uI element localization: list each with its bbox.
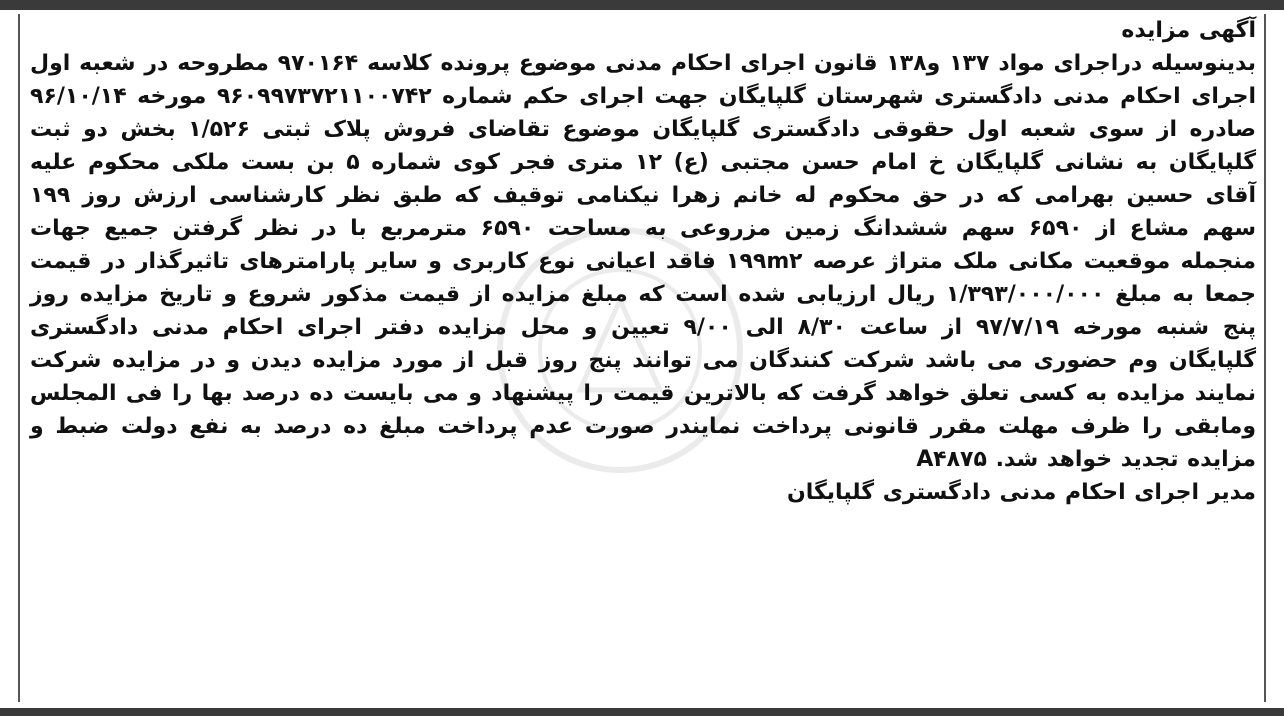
bottom-border-bar	[0, 708, 1284, 716]
notice-title: آگهی مزایده	[1121, 18, 1256, 43]
auction-notice	[30, 14, 1256, 509]
notice-body-text: بدینوسیله دراجرای مواد ۱۳۷ و۱۳۸ قانون اجرای احکام مدنی موضوع پرونده کلاسه ۹۷۰۱۶۴ مطروحه در شعبه اول اجرای احکام مدنی دادگستری شهرستان گلپایگان جهت اجرای حکم شماره ۹۶۰۹۹۷۳۷۲۱۱۰۰۷۴۲ مورخه ۹۶/۱۰/۱۴ صادره از سوی شعبه اول حقوقی دادگستری گلپایگان موضوع تقاضای فروش پلاک ثبتی ۱/۵۲۶ بخش دو ثبت گلپایگان به نشانی گلپایگان خ امام حسن مجتبی (ع) ۱۲ متری فجر کوی شماره ۵ بن بست ملکی محکوم علیه آقای حسین بهرامی که در حق محکوم له خانم زهرا نیکنامی توقیف که طبق نظر کارشناسی ارزش روز ۱۹۹ سهم مشاع از ۶۵۹۰ سهم ششدانگ زمین مزروعی به مساحت ۶۵۹۰ مترمربع با در نظر گرفتن جمیع جهات منجمله موقعیت مکانی ملک متراژ عرصه ۱۹۹m۲ فاقد اعیانی نوع کاربری و سایر پارامترهای تاثیرگذار در قیمت جمعا به مبلغ ۱/۳۹۳/۰۰۰/۰۰۰ ریال ارزیابی شده است که مبلغ مزایده از قیمت مذکور شروع و تاریخ مزایده روز پنج شنبه مورخه ۹۷/۷/۱۹ از ساعت ۸/۳۰ الی ۹/۰۰ تعیین و محل مزایده دفتر اجرای احکام مدنی دادگستری گلپایگان وم حضوری می باشد شرکت کنندگان می توانند پنج روز قبل از مورد مزایده دیدن و در مزایده شرکت نمایند مزایده به کسی تعلق خواهد گرفت که بالاترین قیمت را پیشنهاد و می بایست ده درصد بها را فی المجلس ومابقی را ظرف مهلت مقرر قانونی پرداخت نمایندر صورت عدم پرداخت مبلغ ده درصد به نفع دولت ضبط و مزایده تجدید خواهد شد.	[30, 51, 1257, 472]
reference-code: A۴۸۷۵	[916, 447, 987, 472]
notice-body	[30, 47, 1256, 476]
top-border-bar	[0, 0, 1284, 10]
notice-signature: مدیر اجرای احکام مدنی دادگستری گلپایگان	[786, 480, 1256, 505]
